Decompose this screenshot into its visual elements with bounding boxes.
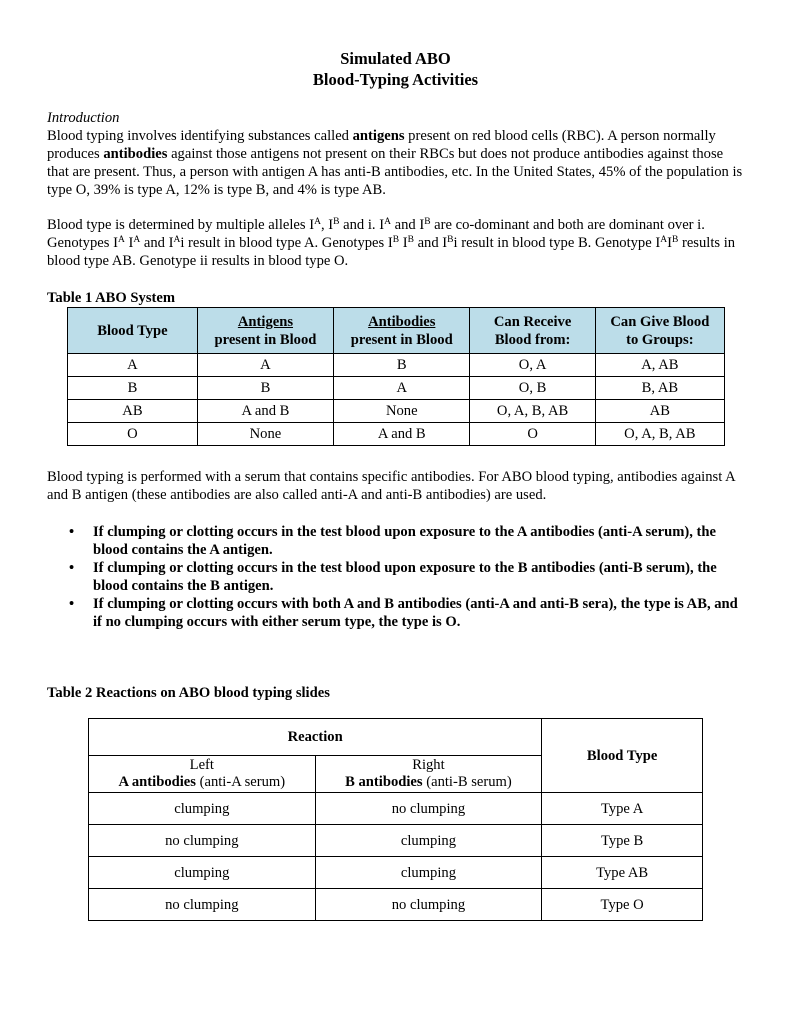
table-cell: B, AB: [595, 377, 724, 400]
header-antibodies-title: Antibodies: [368, 313, 436, 330]
header-can-give: [595, 308, 724, 354]
table-cell: O, B: [470, 377, 595, 400]
alleles-text-part: and I: [140, 235, 174, 251]
header-left-serum: [89, 756, 316, 793]
alleles-text-part: Blood type is determined by multiple alleles I: [47, 217, 315, 233]
bullet-icon: •: [69, 524, 75, 540]
header-give-title: Can Give Blood: [610, 313, 710, 330]
document-title-line2: Blood-Typing Activities: [312, 70, 479, 89]
table-cell: A: [197, 354, 333, 377]
list-item: [67, 559, 747, 595]
table-cell: None: [197, 423, 333, 446]
alleles-text-part: results in blood type AB. Genotype ii results in blood type O.: [47, 235, 736, 269]
header-give-sub: to Groups:: [626, 331, 694, 348]
header-blood-type: Blood Type: [68, 308, 198, 354]
antibodies-term: antibodies: [103, 146, 168, 162]
alleles-text-part: and i. I: [339, 217, 385, 233]
serum-paragraph: Blood typing is performed with a serum that contains specific antibodies. For ABO blood typing, antibodies against A and B antigen (these antibodies are also called anti-A and anti-B antibodies) are used.: [47, 469, 735, 503]
table-cell: A: [334, 377, 470, 400]
introduction-heading: Introduction: [47, 110, 120, 126]
table-row: [89, 793, 703, 825]
left-serum-label: (anti-A serum): [195, 774, 286, 790]
superscript: B: [424, 217, 431, 227]
table-row: [68, 354, 725, 377]
superscript: B: [407, 235, 414, 245]
table-cell: B: [68, 377, 198, 400]
table-row: [68, 400, 725, 423]
introduction-section: [47, 109, 747, 199]
right-antibody-label: B antibodies: [345, 774, 423, 790]
clumping-rules-list: [67, 523, 747, 631]
superscript: A: [173, 235, 181, 245]
alleles-text-part: i result in blood type B. Genotype I: [453, 235, 661, 251]
table-cell: O: [470, 423, 595, 446]
table-cell: Type O: [542, 889, 703, 921]
header-antigens: [197, 308, 333, 354]
table-cell: A and B: [334, 423, 470, 446]
table-cell: no clumping: [315, 793, 542, 825]
alleles-text-part: I: [399, 235, 408, 251]
alleles-text: [47, 216, 747, 270]
table-cell: AB: [595, 400, 724, 423]
table-cell: O, A, B, AB: [595, 423, 724, 446]
alleles-text-part: are co-dominant and both are dominant over i. Genotypes I: [47, 217, 705, 251]
table-cell: O, A, B, AB: [470, 400, 595, 423]
header-antibodies-sub: present in Blood: [350, 331, 453, 348]
table-cell: no clumping: [315, 889, 542, 921]
right-label: Right: [412, 757, 445, 773]
table-cell: O, A: [470, 354, 595, 377]
right-serum-label: (anti-B serum): [422, 774, 512, 790]
alleles-text-part: , I: [320, 217, 334, 233]
table-row: [68, 377, 725, 400]
table-cell: A and B: [197, 400, 333, 423]
table-cell: None: [334, 400, 470, 423]
superscript: B: [447, 235, 454, 245]
alleles-text-part: and I: [390, 217, 425, 233]
table-cell: Type AB: [542, 857, 703, 889]
header-receive-title: Can Receive: [493, 313, 572, 330]
superscript: A: [660, 235, 668, 245]
table1-header-row: [68, 308, 725, 354]
table-cell: B: [334, 354, 470, 377]
intro-text: against those antigens not present on their RBCs but does not produce antibodies against those that are present. Thus, a person with antigen A has anti-B antibodies, etc. In the United States, 45% of the population is type O, 39% is type A, 12% is type B, and 4% is type AB.: [47, 146, 743, 198]
table-cell: A, AB: [595, 354, 724, 377]
left-antibody-label: A antibodies: [118, 774, 196, 790]
superscript: A: [117, 235, 125, 245]
header-blood-type: Blood Type: [542, 719, 703, 793]
table-row: [89, 857, 703, 889]
list-item-text: If clumping or clotting occurs in the test blood upon exposure to the A antibodies (anti-A serum), the blood contains the A antigen.: [93, 524, 716, 558]
header-antigens-title: Antigens: [237, 313, 294, 330]
header-reaction: Reaction: [89, 719, 542, 756]
intro-text: Blood typing involves identifying substances called: [47, 128, 353, 144]
table-cell: Type B: [542, 825, 703, 857]
table-cell: Type A: [542, 793, 703, 825]
table-cell: clumping: [89, 793, 316, 825]
table-row: [89, 889, 703, 921]
list-item-text: If clumping or clotting occurs with both A and B antibodies (anti-A and anti-B sera), the type is AB, and if no clumping occurs with either serum type, the type is O.: [93, 596, 738, 630]
superscript: A: [314, 217, 321, 227]
table-cell: clumping: [315, 857, 542, 889]
table-row: [89, 825, 703, 857]
superscript: B: [333, 217, 340, 227]
alleles-text-part: and I: [413, 235, 448, 251]
superscript: A: [133, 235, 141, 245]
document-title-line1: Simulated ABO: [340, 49, 451, 68]
intro-text: present on red blood cells (RBC). A person normally produces: [47, 128, 716, 162]
bullet-icon: •: [69, 596, 75, 612]
antigens-term: antigens: [352, 128, 405, 144]
list-item: [67, 595, 747, 631]
alleles-text-part: I: [667, 235, 672, 251]
superscript: B: [671, 235, 679, 245]
left-label: Left: [189, 757, 214, 773]
header-receive-sub: Blood from:: [494, 331, 571, 348]
introduction-paragraph: [47, 127, 747, 199]
superscript: B: [392, 235, 400, 245]
header-antibodies: [334, 308, 470, 354]
table1-caption: Table 1 ABO System: [47, 290, 175, 306]
bullet-icon: •: [69, 560, 75, 576]
table2-caption: Table 2 Reactions on ABO blood typing slides: [47, 685, 330, 701]
table-cell: A: [68, 354, 198, 377]
table-cell: AB: [68, 400, 198, 423]
table-cell: O: [68, 423, 198, 446]
header-antigens-sub: present in Blood: [214, 331, 317, 348]
table-cell: clumping: [89, 857, 316, 889]
alleles-paragraph: [47, 216, 747, 270]
alleles-text-part: I: [124, 235, 134, 251]
table-cell: no clumping: [89, 825, 316, 857]
superscript: A: [384, 217, 391, 227]
abo-system-table: [67, 307, 725, 446]
header-right-serum: [315, 756, 542, 793]
list-item-text: If clumping or clotting occurs in the test blood upon exposure to the B antibodies (anti-B serum), the blood contains the B antigen.: [93, 560, 717, 594]
reactions-table: [88, 718, 703, 921]
header-can-receive: [470, 308, 595, 354]
table-cell: B: [197, 377, 333, 400]
alleles-text-part: i result in blood type A. Genotypes I: [180, 235, 393, 251]
table2-header-row: [89, 719, 703, 756]
list-item: [67, 523, 747, 559]
table-cell: clumping: [315, 825, 542, 857]
table-row: [68, 423, 725, 446]
table-cell: no clumping: [89, 889, 316, 921]
